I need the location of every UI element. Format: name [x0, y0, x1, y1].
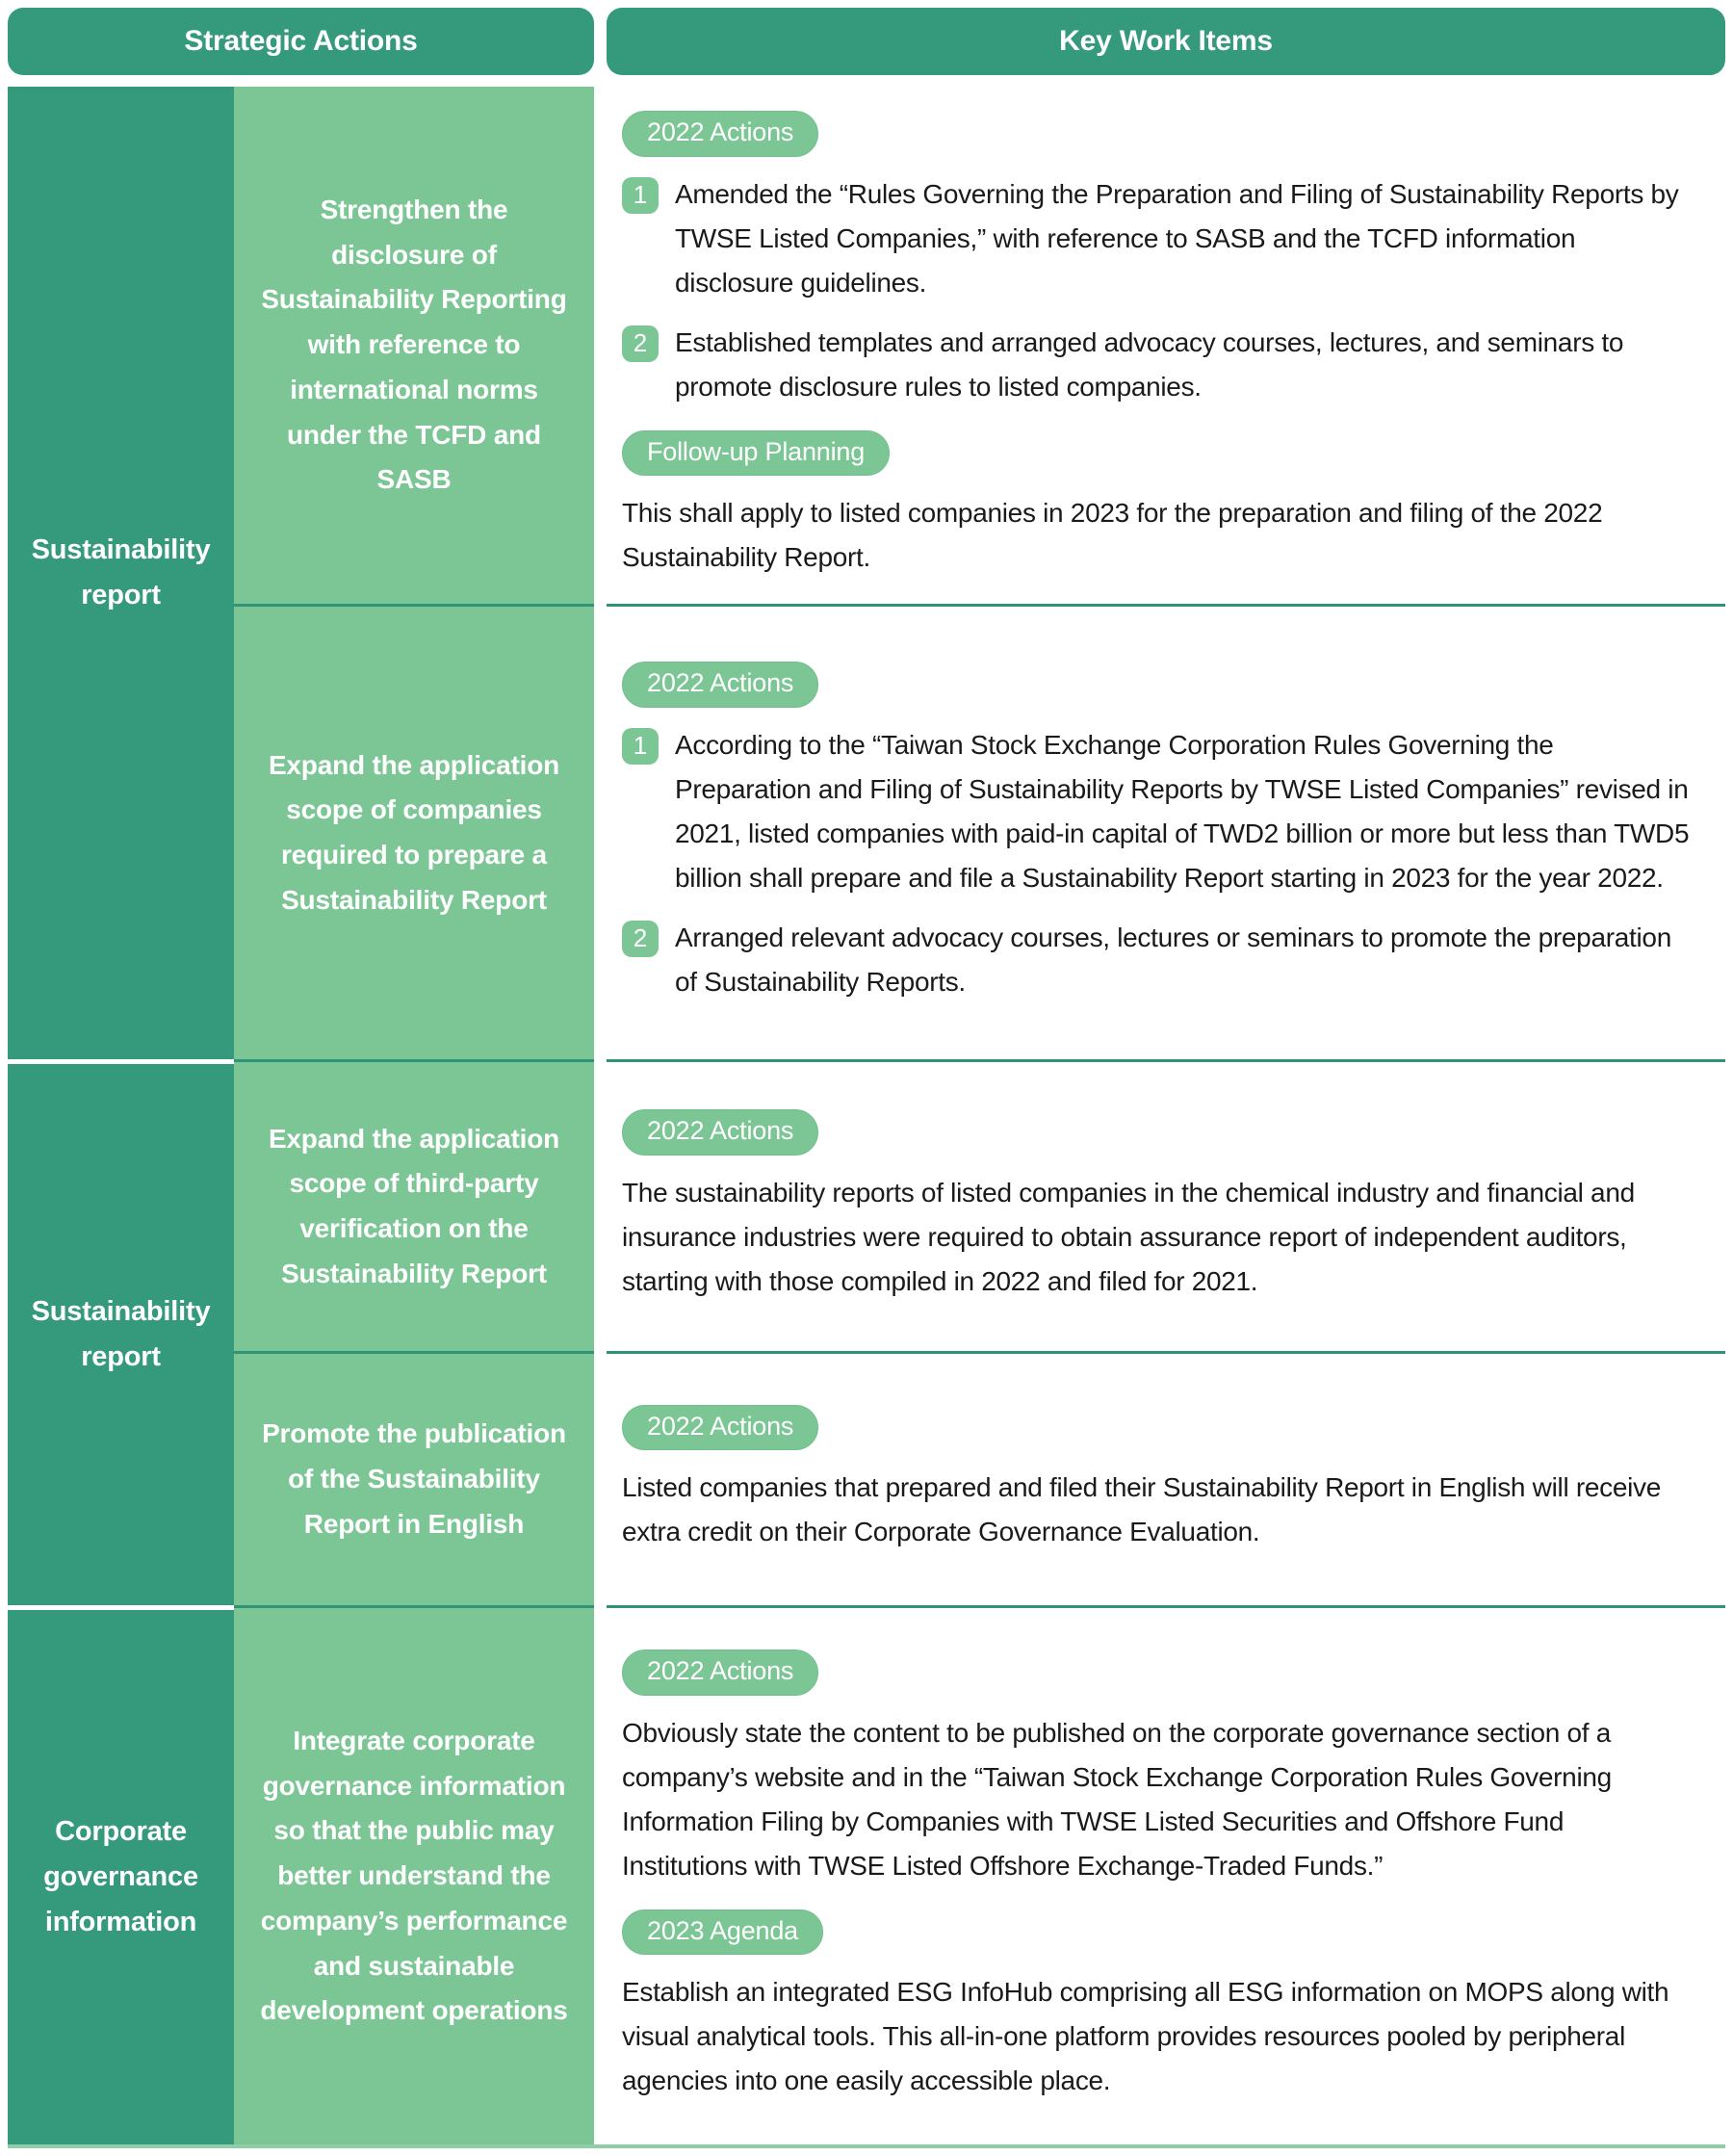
action-cell-strengthen-disclosure: Strengthen the disclosure of Sustainability Reporting with reference to international norms under the TCFD and SASB	[234, 87, 594, 604]
column-header-key-work-items: Key Work Items	[607, 8, 1725, 75]
action-cell-integrate-governance-info: Integrate corporate governance information so that the public may better understand the company’s performance and sustainable development operations	[234, 1605, 594, 2144]
category-cell-corporate-governance: Corporate governance information	[8, 1605, 234, 2144]
work-cell-integrate-governance-info	[607, 1605, 1725, 2144]
paragraph-text: Obviously state the content to be published on the corporate governance section of a company’s website and in the “Taiwan Stock Exchange Corporation Rules Governing Information Filing by Companies with TWSE Listed Securities and Offshore Fund Institutions with TWSE Listed Offshore Exchange-Traded Funds.”	[622, 1717, 1612, 1881]
item-number-icon: 1	[622, 177, 659, 214]
badge-follow-up-planning: Follow-up Planning	[622, 430, 890, 476]
category-cell-sustainability-report-2: Sustainability report	[8, 1059, 234, 1605]
item-text: Arranged relevant advocacy courses, lectures or seminars to promote the preparation of Sustainability Reports.	[675, 922, 1671, 997]
badge-2022-actions: 2022 Actions	[622, 1649, 818, 1695]
paragraph-text: Establish an integrated ESG InfoHub comprising all ESG information on MOPS along with visual analytical tools. This all-in-one platform provides resources pooled by peripheral agencies into one easily accessible place.	[622, 1976, 1669, 2095]
badge-2022-actions: 2022 Actions	[622, 1109, 818, 1155]
work-section	[622, 662, 1693, 1003]
work-cell-third-party-verification	[607, 1059, 1725, 1351]
table-bottom-border	[8, 2144, 1725, 2148]
column-header-strategic-actions: Strategic Actions	[8, 8, 594, 75]
badge-2022-actions: 2022 Actions	[622, 111, 818, 156]
action-cell-third-party-verification: Expand the application scope of third-party verification on the Sustainability Report	[234, 1059, 594, 1351]
badge-2022-actions: 2022 Actions	[622, 662, 818, 707]
item-text: Established templates and arranged advocacy courses, lectures, and seminars to promote disclosure rules to listed companies.	[675, 326, 1624, 402]
work-section	[622, 1405, 1693, 1554]
work-cell-strengthen-disclosure	[607, 87, 1725, 604]
work-section	[622, 1909, 1693, 2103]
item-number-icon: 2	[622, 325, 659, 362]
work-cell-english-report	[607, 1351, 1725, 1605]
paragraph-text: This shall apply to listed companies in 2023 for the preparation and filing of the 2022 Sustainability Report.	[622, 497, 1603, 572]
numbered-item	[622, 321, 1693, 409]
badge-2022-actions: 2022 Actions	[622, 1405, 818, 1450]
paragraph-text: Listed companies that prepared and filed their Sustainability Report in English will receive extra credit on their Corporate Governance Evaluation.	[622, 1472, 1662, 1547]
numbered-item	[622, 723, 1693, 900]
action-cell-expand-scope-companies: Expand the application scope of companies required to prepare a Sustainability Report	[234, 604, 594, 1059]
item-number-icon: 2	[622, 921, 659, 957]
work-section	[622, 1649, 1693, 1887]
work-section	[622, 430, 1693, 580]
paragraph-text: The sustainability reports of listed companies in the chemical industry and financial and insurance industries were required to obtain assurance report of independent auditors, starting with those compiled in 2022 and filed for 2021.	[622, 1177, 1635, 1296]
item-text: According to the “Taiwan Stock Exchange Corporation Rules Governing the Preparation and Filing of Sustainability Reports by TWSE Listed Companies” revised in 2021, listed companies with paid-in capital of TWD2 billion or more but less than TWD5 billion shall prepare and file a Sustainability Report starting in 2023 for the year 2022.	[675, 729, 1690, 893]
numbered-item	[622, 916, 1693, 1004]
numbered-item	[622, 172, 1693, 305]
badge-2023-agenda: 2023 Agenda	[622, 1909, 823, 1955]
work-cell-expand-scope-companies	[607, 604, 1725, 1059]
work-section	[622, 111, 1693, 408]
item-number-icon: 1	[622, 728, 659, 765]
item-text: Amended the “Rules Governing the Preparation and Filing of Sustainability Reports by TWSE Listed Companies,” with reference to SASB and the TCFD information disclosure guidelines.	[675, 178, 1679, 298]
work-section	[622, 1109, 1693, 1303]
action-cell-english-report: Promote the publication of the Sustainability Report in English	[234, 1351, 594, 1605]
category-cell-sustainability-report-1: Sustainability report	[8, 87, 234, 1059]
